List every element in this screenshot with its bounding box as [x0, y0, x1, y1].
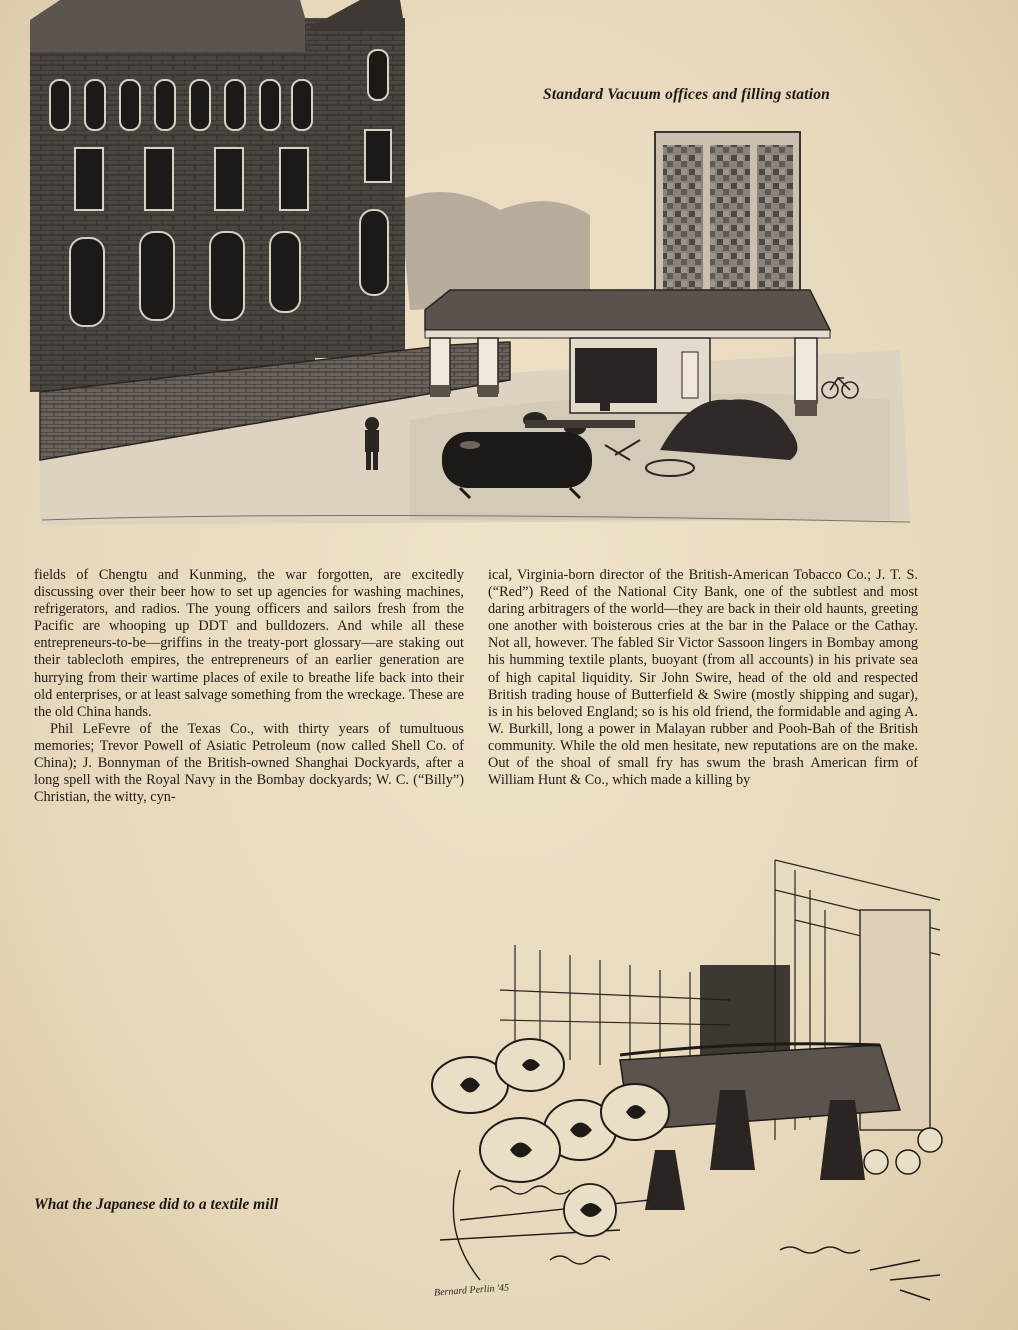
- article-paragraph: Phil LeFevre of the Texas Co., with thirty years of tumultuous memories; Trevor Powell of Asiatic Petroleum (now called Shell Co. of China); J. Bonnyman of the British-owned Shanghai Dockyards, after a long spell with the Royal Navy in the Bombay dockyards; W. C. (“Billy”) Christian, the witty, cyn-: [34, 720, 464, 806]
- filling-station-illustration: [30, 0, 930, 528]
- article-paragraph: fields of Chengtu and Kunming, the war forgotten, are excitedly discussing over their beer how to set up agencies for washing machines, refrigerators, and radios. The young officers and sailors fresh from the Pacific are whooping up DDT and bulldozers. And while all these entrepreneurs-to-be—griffins in the treaty-port glossary—are staking out their tablecloth empires, the entrepreneurs of an earlier generation are hurrying from their wartime places of exile to breathe life back into their old enterprises, or at least salvage something from the wreckage. These are the old China hands.: [34, 567, 464, 720]
- bottom-illustration-caption: What the Japanese did to a textile mill: [34, 1196, 279, 1213]
- textile-mill-illustration: [400, 850, 960, 1320]
- article-right-column: [488, 567, 918, 789]
- top-illustration-caption: Standard Vacuum offices and filling station: [543, 86, 830, 103]
- article-paragraph: ical, Virginia-born director of the British-American Tobacco Co.; J. T. S. (“Red”) Reed of the National City Bank, one of the subtlest and most daring arbitragers of the world—they are back in their old haunts, greeting one another with boisterous cries at the bar in the Palace or the Cathay. Not all, however. The fabled Sir Victor Sassoon lingers in Bombay among his humming textile plants, buoyant (from all accounts) in his private sea of high capital liquidity. Sir John Swire, head of the old and respected British trading house of Butterfield & Swire (mostly shipping and sugar), is in his beloved England; so is his old friend, the formidable and aging A. W. Burkill, long a power in Malayan rubber and Pooh-Bah of the British community. While the old men hesitate, new reputations are on the make. Out of the shoal of small fry has swum the brash American firm of William Hunt & Co., which made a killing by: [488, 567, 918, 789]
- article-left-column: [34, 567, 464, 806]
- artist-signature: Bernard Perlin '45: [433, 1282, 510, 1299]
